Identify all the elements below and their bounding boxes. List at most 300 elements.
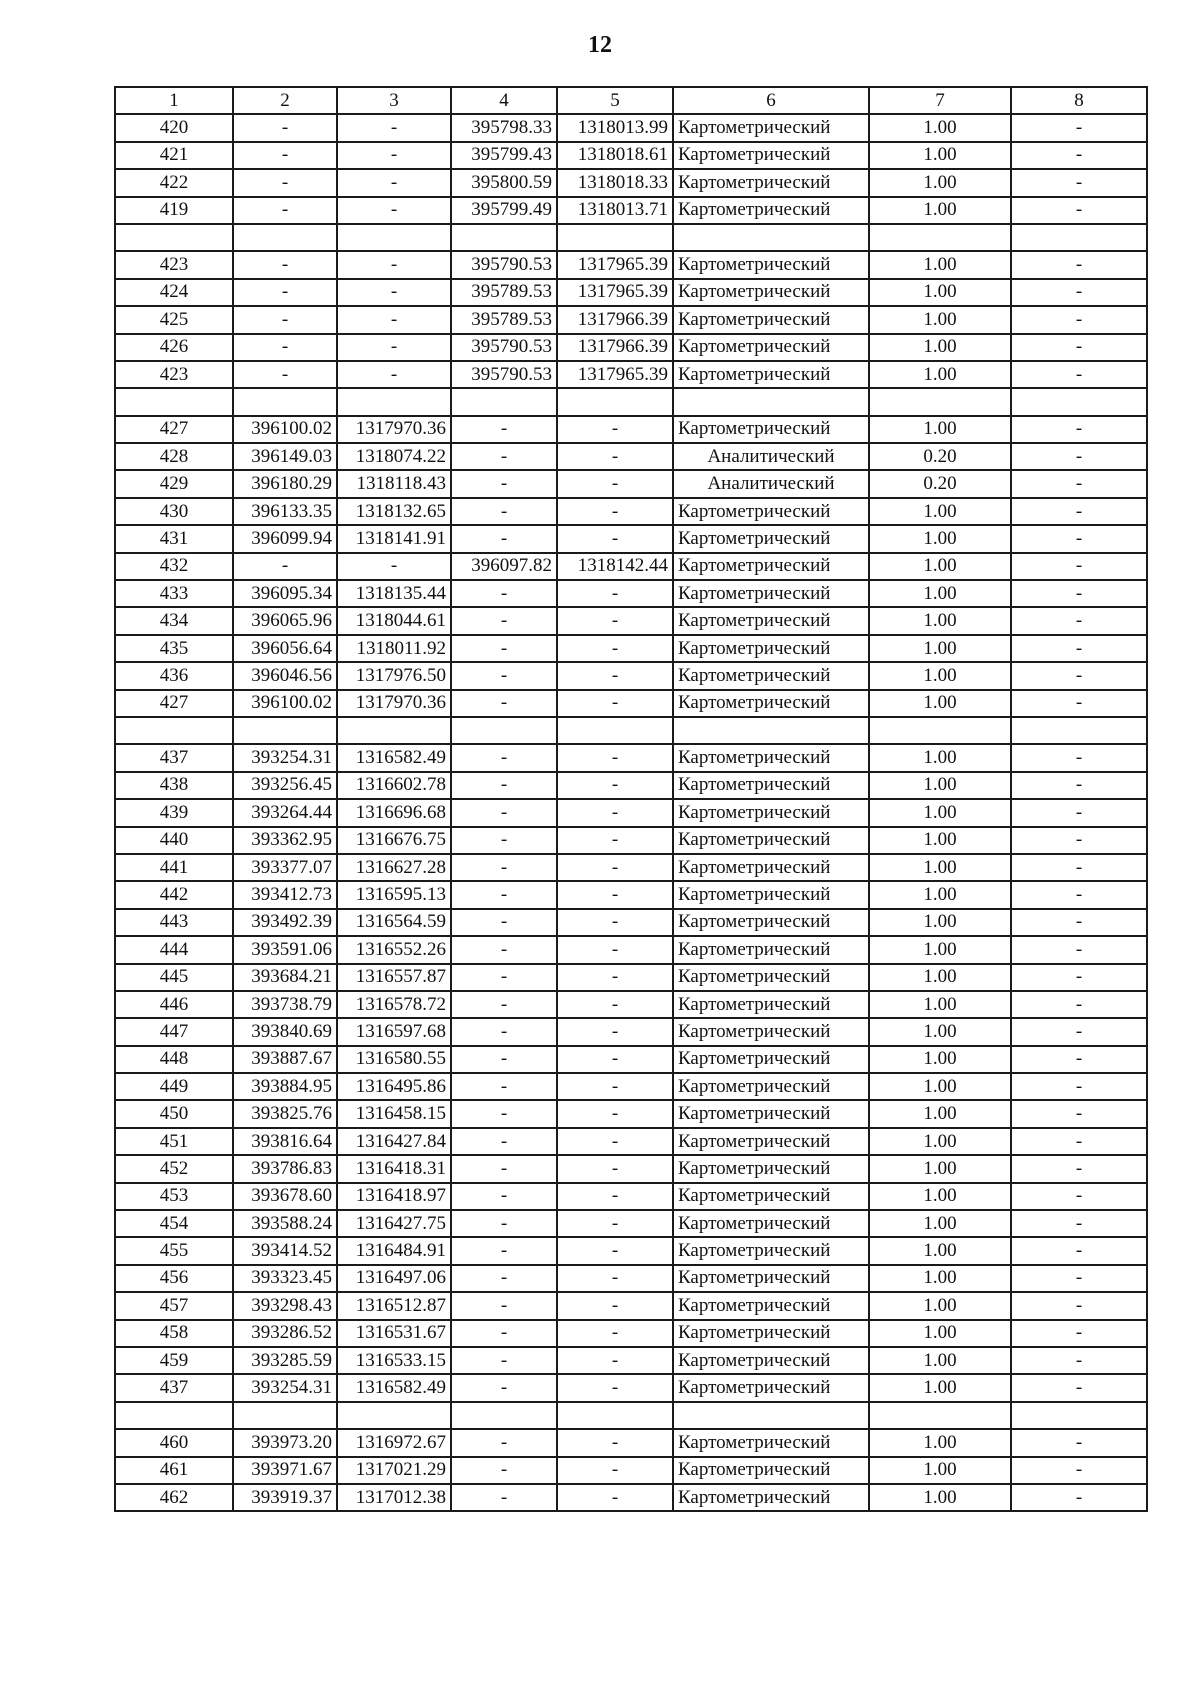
cell-y-coord-alt: - — [557, 1374, 673, 1401]
cell-method: Картометрический — [673, 1018, 869, 1045]
table-row — [115, 1210, 1147, 1237]
cell-accuracy: 1.00 — [869, 1183, 1011, 1210]
cell-y-coord-alt: - — [557, 991, 673, 1018]
separator-row — [115, 717, 1147, 744]
cell-method: Картометрический — [673, 772, 869, 799]
table-row — [115, 142, 1147, 169]
cell-x-coord: 393285.59 — [233, 1347, 337, 1374]
cell-note: - — [1011, 744, 1147, 771]
cell-x-coord-alt: 395798.33 — [451, 114, 557, 141]
cell-method — [673, 717, 869, 744]
cell-point-number: 439 — [115, 799, 233, 826]
cell-accuracy: 1.00 — [869, 1155, 1011, 1182]
cell-point-number: 422 — [115, 169, 233, 196]
cell-point-number: 458 — [115, 1320, 233, 1347]
cell-y-coord-alt: - — [557, 1100, 673, 1127]
cell-y-coord-alt: - — [557, 1046, 673, 1073]
table-row — [115, 744, 1147, 771]
cell-y-coord: 1316557.87 — [337, 964, 451, 991]
table-row — [115, 553, 1147, 580]
table-row — [115, 991, 1147, 1018]
cell-method — [673, 224, 869, 251]
cell-point-number: 432 — [115, 553, 233, 580]
cell-point-number: 433 — [115, 580, 233, 607]
cell-x-coord-alt — [451, 717, 557, 744]
cell-accuracy: 1.00 — [869, 334, 1011, 361]
cell-accuracy — [869, 388, 1011, 415]
separator-row — [115, 1402, 1147, 1429]
cell-point-number: 449 — [115, 1073, 233, 1100]
cell-note: - — [1011, 964, 1147, 991]
cell-y-coord-alt: - — [557, 964, 673, 991]
cell-accuracy: 1.00 — [869, 306, 1011, 333]
cell-y-coord: 1316595.13 — [337, 881, 451, 908]
cell-accuracy: 1.00 — [869, 142, 1011, 169]
cell-accuracy: 1.00 — [869, 197, 1011, 224]
cell-y-coord-alt: - — [557, 1292, 673, 1319]
cell-method: Картометрический — [673, 361, 869, 388]
cell-x-coord-alt: - — [451, 1347, 557, 1374]
cell-point-number: 447 — [115, 1018, 233, 1045]
cell-x-coord: 393254.31 — [233, 1374, 337, 1401]
cell-x-coord-alt: - — [451, 470, 557, 497]
cell-y-coord-alt: 1318018.61 — [557, 142, 673, 169]
cell-point-number — [115, 388, 233, 415]
cell-accuracy: 1.00 — [869, 1429, 1011, 1456]
cell-x-coord: 396180.29 — [233, 470, 337, 497]
cell-y-coord-alt — [557, 717, 673, 744]
cell-note: - — [1011, 635, 1147, 662]
cell-accuracy: 1.00 — [869, 1237, 1011, 1264]
cell-note: - — [1011, 1320, 1147, 1347]
cell-note: - — [1011, 1210, 1147, 1237]
cell-x-coord-alt: - — [451, 1128, 557, 1155]
cell-accuracy: 1.00 — [869, 361, 1011, 388]
cell-x-coord: 396046.56 — [233, 662, 337, 689]
cell-x-coord-alt: - — [451, 1046, 557, 1073]
table-row — [115, 1100, 1147, 1127]
cell-note: - — [1011, 1265, 1147, 1292]
cell-y-coord-alt: - — [557, 936, 673, 963]
cell-y-coord: 1316533.15 — [337, 1347, 451, 1374]
cell-y-coord: 1317970.36 — [337, 690, 451, 717]
cell-x-coord: - — [233, 251, 337, 278]
cell-point-number: 434 — [115, 607, 233, 634]
cell-y-coord: 1316582.49 — [337, 1374, 451, 1401]
cell-y-coord: 1318074.22 — [337, 443, 451, 470]
cell-method: Картометрический — [673, 964, 869, 991]
cell-note: - — [1011, 1292, 1147, 1319]
separator-row — [115, 388, 1147, 415]
cell-method: Картометрический — [673, 881, 869, 908]
header-cell-4: 4 — [451, 87, 557, 114]
cell-accuracy — [869, 1402, 1011, 1429]
cell-accuracy: 1.00 — [869, 881, 1011, 908]
cell-x-coord-alt: - — [451, 525, 557, 552]
cell-accuracy: 1.00 — [869, 1073, 1011, 1100]
cell-x-coord-alt: - — [451, 580, 557, 607]
cell-x-coord-alt: - — [451, 1237, 557, 1264]
cell-x-coord: 393412.73 — [233, 881, 337, 908]
cell-y-coord-alt: - — [557, 580, 673, 607]
cell-y-coord-alt: - — [557, 881, 673, 908]
cell-note: - — [1011, 580, 1147, 607]
cell-point-number: 437 — [115, 1374, 233, 1401]
cell-y-coord: 1316580.55 — [337, 1046, 451, 1073]
cell-method: Картометрический — [673, 197, 869, 224]
cell-x-coord: 393377.07 — [233, 854, 337, 881]
cell-note — [1011, 388, 1147, 415]
table-row — [115, 1046, 1147, 1073]
cell-point-number: 424 — [115, 279, 233, 306]
table-row — [115, 1265, 1147, 1292]
cell-method: Картометрический — [673, 334, 869, 361]
cell-x-coord: 396100.02 — [233, 416, 337, 443]
cell-x-coord-alt: - — [451, 662, 557, 689]
cell-y-coord: 1316676.75 — [337, 827, 451, 854]
cell-y-coord-alt: - — [557, 1183, 673, 1210]
cell-x-coord-alt: - — [451, 799, 557, 826]
table-row — [115, 169, 1147, 196]
cell-x-coord-alt: 395799.49 — [451, 197, 557, 224]
cell-note: - — [1011, 1100, 1147, 1127]
cell-point-number: 438 — [115, 772, 233, 799]
cell-accuracy: 1.00 — [869, 607, 1011, 634]
table-row — [115, 690, 1147, 717]
header-cell-6: 6 — [673, 87, 869, 114]
table-row — [115, 1237, 1147, 1264]
cell-x-coord: 396065.96 — [233, 607, 337, 634]
cell-y-coord: - — [337, 279, 451, 306]
table-row — [115, 251, 1147, 278]
cell-y-coord: 1316531.67 — [337, 1320, 451, 1347]
table-row — [115, 525, 1147, 552]
cell-x-coord — [233, 717, 337, 744]
table-row — [115, 881, 1147, 908]
table-row — [115, 1374, 1147, 1401]
cell-accuracy: 1.00 — [869, 553, 1011, 580]
cell-y-coord-alt: 1318018.33 — [557, 169, 673, 196]
cell-note: - — [1011, 498, 1147, 525]
cell-note: - — [1011, 854, 1147, 881]
cell-accuracy: 1.00 — [869, 1292, 1011, 1319]
cell-x-coord-alt: - — [451, 498, 557, 525]
cell-x-coord: 393414.52 — [233, 1237, 337, 1264]
cell-y-coord: 1316512.87 — [337, 1292, 451, 1319]
cell-x-coord: 393825.76 — [233, 1100, 337, 1127]
cell-note: - — [1011, 827, 1147, 854]
cell-x-coord-alt — [451, 388, 557, 415]
cell-accuracy: 1.00 — [869, 854, 1011, 881]
cell-note: - — [1011, 662, 1147, 689]
cell-note: - — [1011, 1128, 1147, 1155]
table-row — [115, 854, 1147, 881]
cell-note: - — [1011, 991, 1147, 1018]
cell-y-coord: 1318132.65 — [337, 498, 451, 525]
cell-method — [673, 388, 869, 415]
table-row — [115, 936, 1147, 963]
cell-method: Картометрический — [673, 1429, 869, 1456]
table-row — [115, 827, 1147, 854]
cell-method: Картометрический — [673, 1210, 869, 1237]
cell-point-number: 459 — [115, 1347, 233, 1374]
cell-point-number: 461 — [115, 1457, 233, 1484]
cell-method: Картометрический — [673, 1484, 869, 1511]
cell-x-coord-alt: 395790.53 — [451, 334, 557, 361]
cell-y-coord: 1318044.61 — [337, 607, 451, 634]
cell-point-number: 442 — [115, 881, 233, 908]
cell-y-coord-alt: - — [557, 635, 673, 662]
cell-note: - — [1011, 1484, 1147, 1511]
cell-note: - — [1011, 1073, 1147, 1100]
cell-x-coord-alt: - — [451, 744, 557, 771]
cell-y-coord — [337, 224, 451, 251]
separator-row — [115, 224, 1147, 251]
cell-method: Картометрический — [673, 1155, 869, 1182]
cell-point-number: 427 — [115, 416, 233, 443]
cell-accuracy: 1.00 — [869, 936, 1011, 963]
cell-y-coord — [337, 1402, 451, 1429]
table-row — [115, 662, 1147, 689]
cell-y-coord-alt — [557, 224, 673, 251]
cell-point-number: 420 — [115, 114, 233, 141]
cell-accuracy: 1.00 — [869, 1046, 1011, 1073]
cell-x-coord: 393738.79 — [233, 991, 337, 1018]
cell-accuracy: 0.20 — [869, 443, 1011, 470]
cell-y-coord-alt: - — [557, 1128, 673, 1155]
table-row — [115, 1457, 1147, 1484]
cell-y-coord-alt: 1318142.44 — [557, 553, 673, 580]
cell-x-coord: - — [233, 169, 337, 196]
table-row — [115, 416, 1147, 443]
cell-accuracy: 1.00 — [869, 114, 1011, 141]
cell-method: Картометрический — [673, 744, 869, 771]
cell-point-number: 446 — [115, 991, 233, 1018]
cell-method: Картометрический — [673, 498, 869, 525]
cell-x-coord-alt: - — [451, 635, 557, 662]
cell-note: - — [1011, 169, 1147, 196]
cell-method: Картометрический — [673, 251, 869, 278]
cell-x-coord: 393973.20 — [233, 1429, 337, 1456]
cell-y-coord: 1317976.50 — [337, 662, 451, 689]
cell-x-coord-alt: 395799.43 — [451, 142, 557, 169]
cell-y-coord-alt: 1317966.39 — [557, 334, 673, 361]
cell-point-number: 457 — [115, 1292, 233, 1319]
cell-y-coord-alt: - — [557, 1457, 673, 1484]
cell-y-coord-alt: - — [557, 1484, 673, 1511]
cell-method: Картометрический — [673, 580, 869, 607]
cell-method: Аналитический — [673, 470, 869, 497]
cell-x-coord: 393264.44 — [233, 799, 337, 826]
cell-y-coord: 1316458.15 — [337, 1100, 451, 1127]
cell-note: - — [1011, 936, 1147, 963]
cell-y-coord: 1316552.26 — [337, 936, 451, 963]
cell-x-coord-alt: - — [451, 1292, 557, 1319]
cell-point-number: 453 — [115, 1183, 233, 1210]
cell-x-coord: 393254.31 — [233, 744, 337, 771]
cell-x-coord-alt: 395800.59 — [451, 169, 557, 196]
cell-x-coord-alt: - — [451, 1210, 557, 1237]
cell-note: - — [1011, 197, 1147, 224]
cell-x-coord-alt: - — [451, 964, 557, 991]
cell-y-coord: 1316418.97 — [337, 1183, 451, 1210]
cell-y-coord-alt: 1317965.39 — [557, 279, 673, 306]
cell-accuracy: 1.00 — [869, 169, 1011, 196]
cell-x-coord: 393884.95 — [233, 1073, 337, 1100]
table-row — [115, 1183, 1147, 1210]
cell-accuracy: 1.00 — [869, 1484, 1011, 1511]
table-row — [115, 279, 1147, 306]
cell-x-coord: - — [233, 306, 337, 333]
header-cell-2: 2 — [233, 87, 337, 114]
cell-accuracy: 1.00 — [869, 1320, 1011, 1347]
cell-y-coord: - — [337, 197, 451, 224]
cell-y-coord: 1318118.43 — [337, 470, 451, 497]
cell-note: - — [1011, 306, 1147, 333]
cell-y-coord-alt: - — [557, 1155, 673, 1182]
cell-y-coord: 1318135.44 — [337, 580, 451, 607]
cell-accuracy: 1.00 — [869, 690, 1011, 717]
cell-accuracy: 1.00 — [869, 1265, 1011, 1292]
table-row — [115, 799, 1147, 826]
cell-y-coord: 1316427.84 — [337, 1128, 451, 1155]
cell-accuracy: 1.00 — [869, 251, 1011, 278]
cell-accuracy: 1.00 — [869, 744, 1011, 771]
cell-method: Картометрический — [673, 936, 869, 963]
cell-point-number: 456 — [115, 1265, 233, 1292]
cell-y-coord-alt: - — [557, 1073, 673, 1100]
cell-y-coord-alt: - — [557, 470, 673, 497]
cell-method: Картометрический — [673, 142, 869, 169]
cell-x-coord: 396100.02 — [233, 690, 337, 717]
cell-x-coord: - — [233, 142, 337, 169]
cell-y-coord: 1316696.68 — [337, 799, 451, 826]
cell-method: Картометрический — [673, 1183, 869, 1210]
cell-x-coord: 393492.39 — [233, 909, 337, 936]
table-row — [115, 1320, 1147, 1347]
cell-method: Картометрический — [673, 1292, 869, 1319]
table-row — [115, 1429, 1147, 1456]
cell-y-coord — [337, 717, 451, 744]
cell-x-coord-alt: - — [451, 854, 557, 881]
cell-x-coord: 393887.67 — [233, 1046, 337, 1073]
cell-y-coord-alt: - — [557, 1237, 673, 1264]
cell-note: - — [1011, 1183, 1147, 1210]
cell-y-coord-alt: - — [557, 772, 673, 799]
cell-accuracy — [869, 717, 1011, 744]
cell-point-number: 443 — [115, 909, 233, 936]
cell-method: Картометрический — [673, 1347, 869, 1374]
cell-y-coord: 1317970.36 — [337, 416, 451, 443]
cell-y-coord-alt: - — [557, 662, 673, 689]
table-row — [115, 909, 1147, 936]
cell-note: - — [1011, 1046, 1147, 1073]
cell-y-coord-alt: - — [557, 1265, 673, 1292]
cell-note: - — [1011, 772, 1147, 799]
table-row — [115, 772, 1147, 799]
cell-y-coord-alt: - — [557, 1210, 673, 1237]
cell-x-coord-alt: - — [451, 1155, 557, 1182]
cell-note: - — [1011, 690, 1147, 717]
cell-note: - — [1011, 909, 1147, 936]
cell-point-number — [115, 224, 233, 251]
cell-accuracy: 1.00 — [869, 991, 1011, 1018]
cell-x-coord-alt: - — [451, 991, 557, 1018]
cell-x-coord: 393362.95 — [233, 827, 337, 854]
cell-note: - — [1011, 1237, 1147, 1264]
cell-point-number: 452 — [115, 1155, 233, 1182]
cell-y-coord: 1317021.29 — [337, 1457, 451, 1484]
cell-accuracy: 1.00 — [869, 1100, 1011, 1127]
cell-method: Картометрический — [673, 1265, 869, 1292]
cell-x-coord: 393286.52 — [233, 1320, 337, 1347]
cell-x-coord: - — [233, 114, 337, 141]
cell-y-coord: - — [337, 306, 451, 333]
cell-note: - — [1011, 470, 1147, 497]
cell-method: Картометрический — [673, 1128, 869, 1155]
table-row — [115, 114, 1147, 141]
cell-x-coord — [233, 1402, 337, 1429]
cell-y-coord: - — [337, 142, 451, 169]
cell-x-coord: 393840.69 — [233, 1018, 337, 1045]
cell-note: - — [1011, 525, 1147, 552]
cell-x-coord-alt: - — [451, 1018, 557, 1045]
cell-y-coord: 1316972.67 — [337, 1429, 451, 1456]
cell-y-coord: - — [337, 114, 451, 141]
cell-point-number: 444 — [115, 936, 233, 963]
cell-x-coord: 396099.94 — [233, 525, 337, 552]
cell-x-coord-alt: - — [451, 1265, 557, 1292]
cell-y-coord: 1316597.68 — [337, 1018, 451, 1045]
cell-point-number: 428 — [115, 443, 233, 470]
cell-note: - — [1011, 142, 1147, 169]
cell-accuracy: 1.00 — [869, 580, 1011, 607]
cell-y-coord-alt: 1318013.99 — [557, 114, 673, 141]
cell-x-coord: 393919.37 — [233, 1484, 337, 1511]
cell-note: - — [1011, 553, 1147, 580]
cell-accuracy: 1.00 — [869, 1374, 1011, 1401]
cell-y-coord: 1318141.91 — [337, 525, 451, 552]
cell-y-coord-alt: - — [557, 690, 673, 717]
cell-note: - — [1011, 607, 1147, 634]
cell-x-coord-alt: - — [451, 1320, 557, 1347]
cell-x-coord: 393298.43 — [233, 1292, 337, 1319]
cell-note: - — [1011, 799, 1147, 826]
cell-point-number: 450 — [115, 1100, 233, 1127]
cell-method: Картометрический — [673, 635, 869, 662]
cell-point-number: 431 — [115, 525, 233, 552]
cell-y-coord — [337, 388, 451, 415]
cell-x-coord: 393786.83 — [233, 1155, 337, 1182]
cell-x-coord-alt: - — [451, 416, 557, 443]
cell-x-coord: - — [233, 334, 337, 361]
cell-method: Картометрический — [673, 1320, 869, 1347]
cell-x-coord-alt: - — [451, 443, 557, 470]
cell-note: - — [1011, 1347, 1147, 1374]
cell-y-coord: 1316497.06 — [337, 1265, 451, 1292]
cell-note: - — [1011, 279, 1147, 306]
cell-x-coord: 393588.24 — [233, 1210, 337, 1237]
cell-y-coord-alt: - — [557, 1429, 673, 1456]
cell-y-coord-alt: - — [557, 443, 673, 470]
table-row — [115, 1347, 1147, 1374]
cell-accuracy — [869, 224, 1011, 251]
cell-y-coord: 1316418.31 — [337, 1155, 451, 1182]
cell-accuracy: 1.00 — [869, 909, 1011, 936]
cell-note — [1011, 717, 1147, 744]
cell-method: Картометрический — [673, 662, 869, 689]
cell-accuracy: 1.00 — [869, 1128, 1011, 1155]
